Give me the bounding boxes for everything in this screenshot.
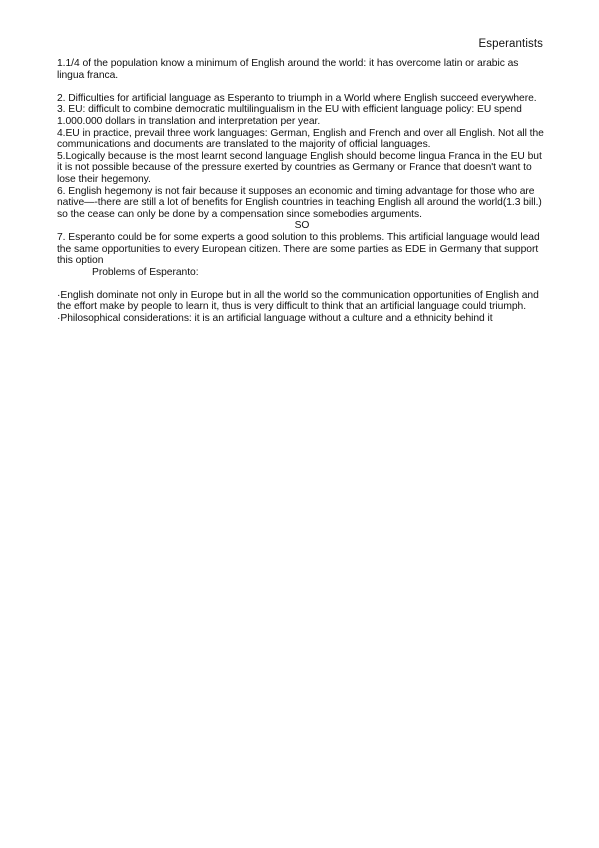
paragraph-6: 6. English hegemony is not fair because it supposes an economic and timing advantage for those who are native—-there are still a lot of benefits for English countries in teaching English all around the world(1.3 bill.) so the cease can only be done by a compensation since somebodies arguments. — [57, 185, 542, 220]
bullet-english-dominance: ·English dominate not only in Europe but in all the world so the communication opportunities of English and the effort make by people to learn it, thus is very difficult to think that an artificial language could triumph. — [57, 289, 539, 313]
paragraph-4: 4.EU in practice, prevail three work languages: German, English and French and over all English. Not all the communications and documents are translated to the majority of official languages. — [57, 127, 544, 151]
paragraph-5: 5.Logically because is the most learnt second language English should become lingua Franca in the EU but it is not possible because of the pressure exerted by countries as Germany or France that doesn't want to lose their hegemony. — [57, 150, 542, 185]
paragraph-1: 1.1/4 of the population know a minimum of English around the world: it has overcome latin or arabic as lingua franca. — [57, 58, 519, 81]
document-body — [57, 58, 547, 325]
page-header-title: Esperantists — [478, 38, 543, 50]
paragraph-7: 7. Esperanto could be for some experts a good solution to this problems. This artificial language would lead the same opportunities to every European citizen. There are some parties as EDE in Germany that support this option — [57, 231, 540, 267]
paragraph-3: 3. EU: difficult to combine democratic multilingualism in the EU with efficient language policy: EU spend 1.000.000 dollars in translation and interpretation per year. — [57, 104, 522, 127]
paragraph-2: 2. Difficulties for artificial language as Esperanto to triumph in a World where English succeed everywhere. — [57, 92, 537, 104]
section-subheading: Problems of Esperanto: — [92, 266, 199, 278]
so-line: SO — [294, 220, 310, 232]
paragraph-gap — [57, 278, 547, 290]
bullet-philosophical-considerations: ·Philosophical considerations: it is an artificial language without a culture and a ethnicity behind it — [57, 313, 493, 325]
paragraph-gap — [57, 81, 547, 93]
